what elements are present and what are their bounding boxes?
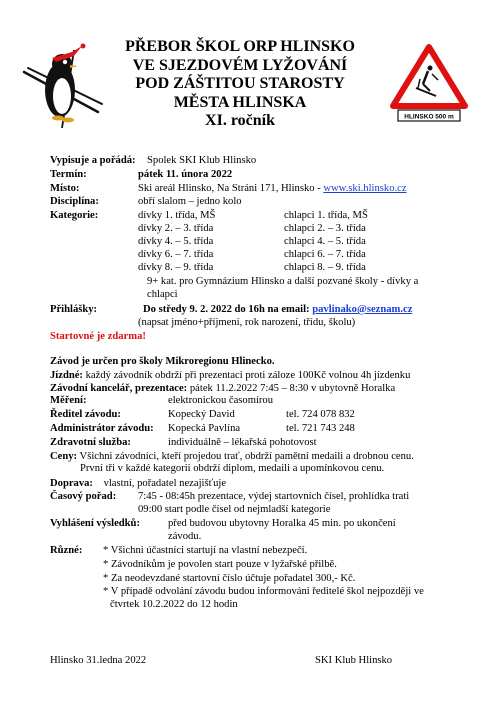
title-line-2: VE SJEZDOVÉM LYŽOVÁNÍ	[132, 56, 348, 74]
prizes-value-2: První tři v každé kategorii obdrží diplom, medaili a upomínkovou cenu.	[80, 463, 385, 474]
prizes-row	[50, 450, 414, 463]
date-label: Termín:	[50, 169, 87, 180]
category-girls-2: dívky 2. – 3. třída	[138, 223, 214, 234]
category-girls-3: dívky 4. – 5. třída	[138, 236, 214, 247]
transport-row	[50, 477, 226, 490]
registration-email-link[interactable]: pavlinako@seznam.cz	[312, 304, 413, 315]
organizer-value: Spolek SKI Klub Hlinsko	[147, 155, 257, 166]
registration-label: Přihlášky:	[50, 304, 98, 315]
place-label: Místo:	[50, 183, 80, 194]
office-label: Závodní kancelář, prezentace:	[50, 383, 188, 394]
misc-item-2: * Závodníkům je povolen start pouze v lyžařské přilbě.	[103, 559, 337, 570]
misc-item-4-continued: čtvrtek 10.2.2022 do 12 hodin	[110, 599, 238, 610]
category-extra-line-2: chlapci	[147, 289, 178, 300]
director-phone: tel. 724 078 832	[286, 409, 355, 420]
free-entry-notice: Startovné je zdarma!	[50, 331, 146, 342]
category-boys-5: chlapci 8. – 9. třída	[284, 262, 366, 273]
category-girls-4: dívky 6. – 7. třída	[138, 249, 214, 260]
office-row	[50, 382, 395, 395]
schedule-value-2: 09:00 start podle čísel od nejmladší kategorie	[138, 504, 331, 515]
category-boys-3: chlapci 4. – 5. třída	[284, 236, 366, 247]
health-label: Zdravotní služba:	[50, 437, 131, 448]
results-value-2: závodu.	[168, 531, 202, 542]
misc-label: Různé:	[50, 545, 83, 556]
category-boys-4: chlapci 6. – 7. třída	[284, 249, 366, 260]
target-schools-intro: Závod je určen pro školy Mikroregionu Hlinecko.	[50, 356, 275, 367]
title-line-1: PŘEBOR ŠKOL ORP HLINSKO	[125, 38, 355, 55]
title-line-5: XI. ročník	[205, 112, 275, 129]
schedule-value-1: 7:45 - 08:45h prezentace, výdej startovních čísel, prohlídka trati	[138, 491, 410, 502]
category-boys-2: chlapci 2. – 3. třída	[284, 223, 366, 234]
ride-label: Jízdné:	[50, 370, 83, 381]
category-extra-line-1: 9+ kat. pro Gymnázium Hlinsko a další pozvané školy - dívky a	[147, 276, 419, 287]
registration-note: (napsat jméno+příjmení, rok narození, třídu, školu)	[138, 317, 356, 328]
prizes-label: Ceny:	[50, 451, 78, 462]
ski-warning-sign-icon	[390, 44, 468, 124]
results-label: Vyhlášení výsledků:	[50, 518, 140, 529]
registration-text: Do středy 9. 2. 2022 do 16h na email:	[143, 304, 313, 315]
office-value: pátek 11.2.2022 7:45 – 8:30 v ubytovně Horalka	[189, 383, 396, 394]
ride-value: každý závodník obdrží při prezentaci proti záloze 100Kč volnou 4h jízdenku	[85, 370, 411, 381]
timing-label: Měření:	[50, 395, 87, 406]
transport-label: Doprava:	[50, 478, 93, 489]
transport-value: vlastní, pořadatel nezajišťuje	[103, 478, 227, 489]
discipline-value: obří slalom – jedno kolo	[138, 196, 242, 207]
date-value: pátek 11. února 2022	[138, 169, 233, 180]
misc-item-3: * Za neodevzdané startovní číslo účtuje pořadatel 300,- Kč.	[103, 573, 356, 584]
title-line-3: POD ZÁŠTITOU STAROSTY	[135, 75, 345, 92]
footer-place-date: Hlinsko 31.ledna 2022	[50, 655, 147, 666]
registration-value	[143, 304, 412, 315]
ride-row	[50, 369, 410, 382]
place-value	[138, 183, 407, 194]
health-value: individuálně – lékařská pohotovost	[168, 437, 317, 448]
director-name: Kopecký David	[168, 409, 235, 420]
misc-item-1: * Všichni účastníci startují na vlastní nebezpečí.	[103, 545, 308, 556]
penguin-skier-logo	[22, 42, 106, 132]
category-girls-1: dívky 1. třída, MŠ	[138, 210, 216, 221]
categories-label: Kategorie:	[50, 210, 99, 221]
admin-label: Administrátor závodu:	[50, 423, 154, 434]
footer-signature: SKI Klub Hlinsko	[315, 655, 393, 666]
timing-value: elektronickou časomírou	[168, 395, 274, 406]
website-link[interactable]: www.ski.hlinsko.cz	[323, 183, 407, 194]
schedule-label: Časový pořad:	[50, 491, 117, 502]
prizes-value-1: Všichni závodníci, kteří projedou trať, obdrží pamětní medaili a drobnou cenu.	[79, 451, 414, 462]
results-value-1: před budovou ubytovny Horalka 45 min. po ukončení	[168, 518, 396, 529]
director-label: Ředitel závodu:	[50, 409, 121, 420]
misc-item-4: * V případě odvolání závodu budou informováni ředitelé škol nejpozději ve	[103, 586, 424, 597]
admin-name: Kopecká Pavlína	[168, 423, 241, 434]
place-text: Ski areál Hlinsko, Na Stráni 171, Hlinsko -	[138, 183, 324, 194]
page-title	[95, 38, 385, 131]
admin-phone: tel. 721 743 248	[286, 423, 355, 434]
title-line-4: MĚSTA HLINSKA	[173, 93, 307, 111]
category-boys-1: chlapci 1. třída, MŠ	[284, 210, 368, 221]
sign-label: HLINSKO 500 m	[404, 113, 454, 121]
discipline-label: Disciplína:	[50, 196, 99, 207]
organizer-label: Vypisuje a pořádá:	[50, 155, 136, 166]
category-girls-5: dívky 8. – 9. třída	[138, 262, 214, 273]
